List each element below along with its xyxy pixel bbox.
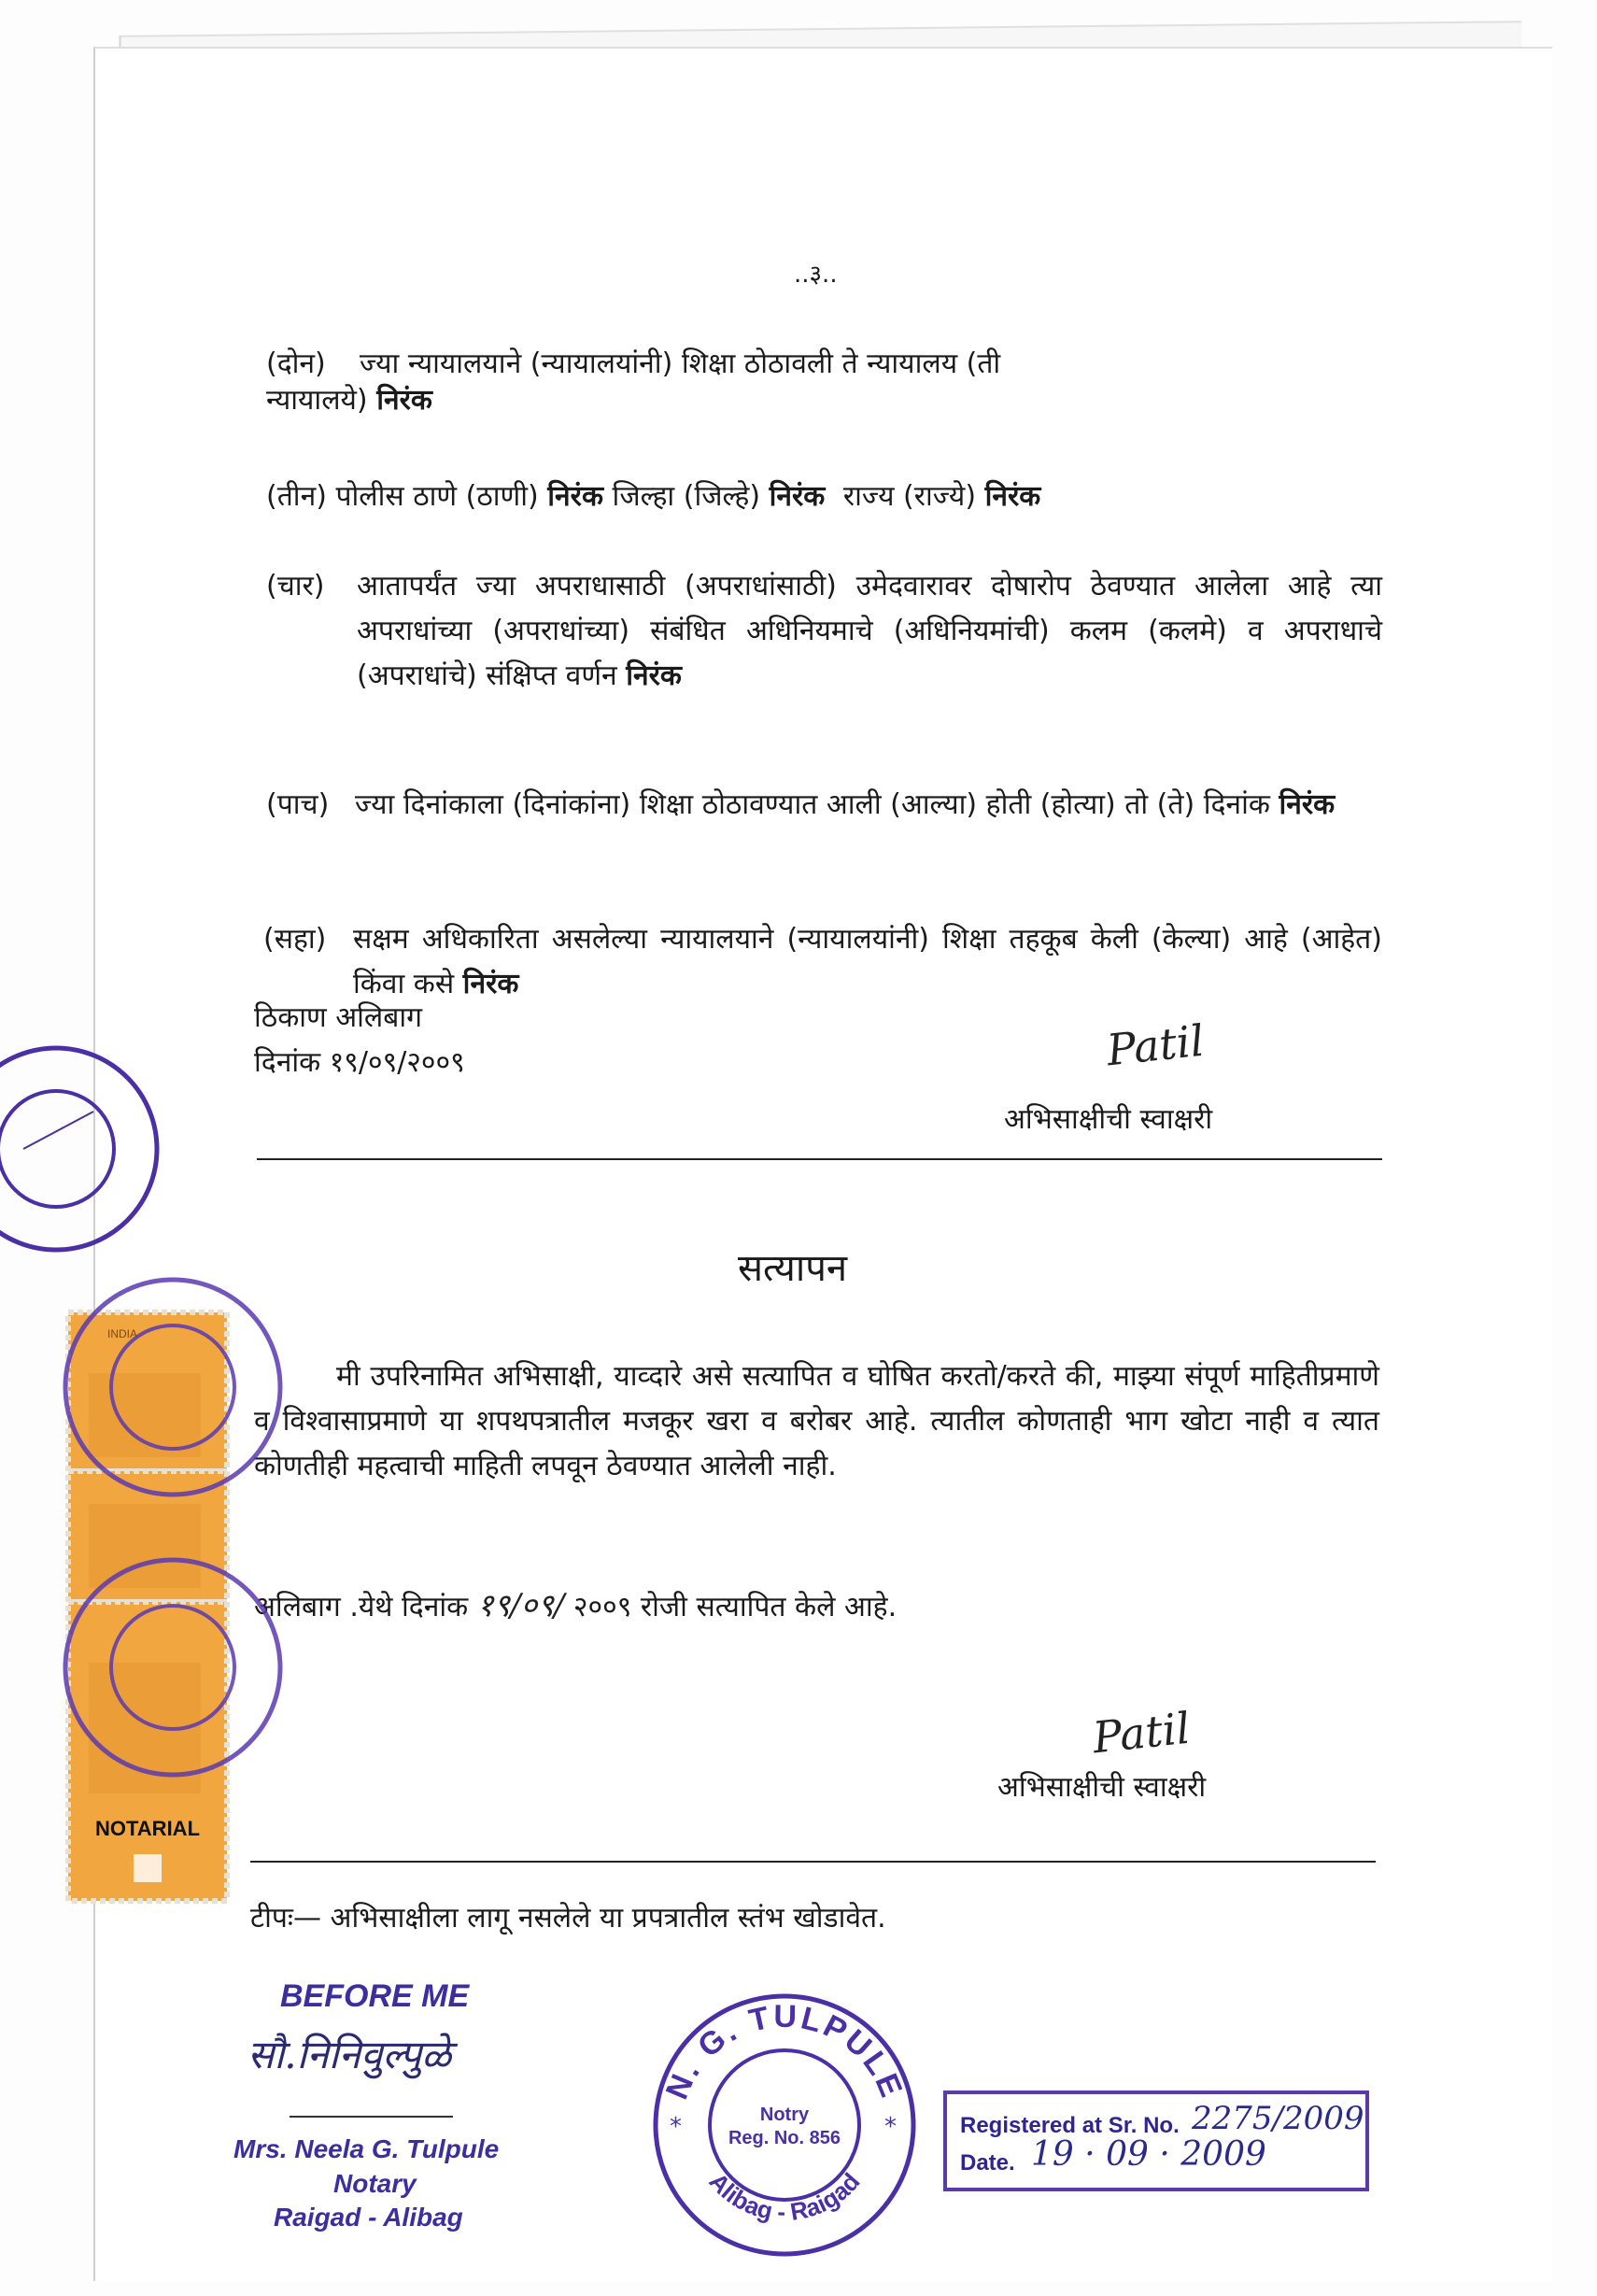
notary-sign-underline: [290, 2116, 453, 2118]
registration-box: [943, 2090, 1369, 2191]
notary-title: Notary: [333, 2169, 417, 2198]
verification-date-line: [254, 1583, 897, 1630]
verification-year: २००९: [572, 1591, 632, 1623]
notary-handwritten-sign: सौ.निनिवुल्पुळे: [247, 2032, 452, 2077]
item-2-line1: ज्या न्यायालयाने (न्यायालयांनी) शिक्षा ठोठावली ते न्यायालय (ती: [360, 347, 1001, 380]
item-3-value2: निरंक: [769, 480, 826, 513]
divider-1: [257, 1158, 1382, 1160]
item-6-text: [353, 917, 1382, 1007]
signature-scrawl: Patil: [1104, 1014, 1207, 1076]
seal-overlay-1: [0, 1042, 163, 1256]
signature-label-2: अभिसाक्षीची स्वाक्षरी: [997, 1771, 1207, 1804]
seal-name: N. G. TULPULE: [658, 1998, 911, 2105]
revenue-stamp-label: NOTARIAL: [94, 1817, 201, 1840]
verification-place-prefix: अलिबाग .येथे दिनांक: [254, 1591, 469, 1623]
item-5-value: निरंक: [1279, 788, 1336, 821]
item-5-number: (पाच): [266, 788, 330, 821]
item-5-body: ज्या दिनांकाला (दिनांकांना) शिक्षा ठोठावण्यात आली (आल्या) होती (होत्या) तो (ते) दिनांक: [355, 788, 1270, 821]
signature-scrawl-2: Patil: [1090, 1702, 1193, 1764]
seal-line2: Reg. No. 856: [728, 2128, 841, 2148]
item-3-part1: पोलीस ठाणे (ठाणी): [335, 480, 539, 513]
page-marker: ..३..: [794, 261, 838, 289]
item-6-body: सक्षम अधिकारिता असलेल्या न्यायालयाने (न्यायालयांनी) शिक्षा तहकूब केली (केल्या) आहे (आहेत) किंवा कसे: [353, 923, 1382, 1000]
registration-date: 19 · 09 · 2009: [1031, 2135, 1266, 2174]
divider-2: [250, 1861, 1376, 1863]
notary-seal: [649, 1990, 920, 2261]
seal-overlay-3: [56, 1551, 290, 1784]
item-2-line2: [266, 378, 432, 423]
item-6-number: (सहा): [263, 923, 327, 956]
item-2-value: निरंक: [376, 384, 432, 417]
item-5-text: [355, 783, 1382, 828]
footnote: टीपः— अभिसाक्षीला लागू नसलेले या प्रपत्रातील स्तंभ खोडावेत.: [250, 1902, 886, 1935]
seal-star-left: *: [670, 2113, 682, 2141]
seal-star-right: *: [884, 2113, 897, 2141]
verification-place-suffix: रोजी सत्यापित केले आहे.: [640, 1591, 897, 1623]
notary-name: Mrs. Neela G. Tulpule: [233, 2134, 500, 2163]
verification-body: मी उपरिनामित अभिसाक्षी, याव्दारे असे सत्यापित व घोषित करतो/करते की, माझ्या संपूर्ण माहितीप्रमाणे व विश्वासाप्रमाणे या शपथपत्रातील मजकूर खरा व बरोबर आहे. त्यातील कोणताही भाग खोटा नाही व त्यात कोणतीही महत्वाची माहिती लपवून ठेवण्यात आलेली नाही.: [254, 1360, 1379, 1482]
notary-place: Raigad - Alibag: [274, 2203, 463, 2232]
seal-line1: Notry: [759, 2105, 810, 2125]
item-4-body: आतापर्यंत ज्या अपराधासाठी (अपराधांसाठी) उमेदवारावर दोषारोप ठेवण्यात आलेला आहे त्या अपराधांच्या (अपराधांच्या) संबंधित अधिनियमाचे (अधिनियमांची) कलम (कलमे) व अपराधाचे (अपराधांचे) संक्षिप्त वर्णन: [357, 570, 1382, 692]
item-6-value: निरंक: [462, 968, 519, 1000]
item-3-part2: जिल्हा (जिल्हे): [612, 480, 761, 513]
signature-label: अभिसाक्षीची स्वाक्षरी: [1004, 1103, 1213, 1136]
item-4-number: (चार): [266, 570, 325, 602]
date-line: दिनांक १९/०९/२००९: [254, 1046, 465, 1079]
registration-label-2: Date.: [960, 2150, 1015, 2176]
seal-location: Alibag - Raigad: [703, 2167, 866, 2226]
item-3-value3: निरंक: [984, 480, 1041, 513]
item-3: [266, 475, 1040, 519]
item-3-part3: राज्य (राज्ये): [842, 480, 977, 513]
seal-overlay-2: [56, 1270, 290, 1504]
revenue-stamp-country: INDIA: [107, 1327, 138, 1340]
item-2-number: (दोन): [266, 347, 326, 380]
registration-label-1: Registered at Sr. No.: [960, 2113, 1180, 2138]
item-3-value1: निरंक: [547, 480, 603, 513]
item-2-line2-text: न्यायालये): [266, 384, 368, 417]
item-3-number: (तीन): [266, 480, 327, 513]
item-4-value: निरंक: [626, 659, 682, 692]
verification-heading: सत्यापन: [738, 1247, 848, 1290]
place-line: ठिकाण अलिबाग: [254, 1001, 423, 1034]
item-4-text: [357, 564, 1382, 699]
svg-text:Alibag - Raigad: [703, 2167, 865, 2226]
registration-sr-no: 2275/2009: [1192, 2100, 1364, 2137]
verification-handwritten-date: १९/०९/: [476, 1587, 565, 1624]
before-me-label: BEFORE ME: [280, 1978, 470, 2014]
